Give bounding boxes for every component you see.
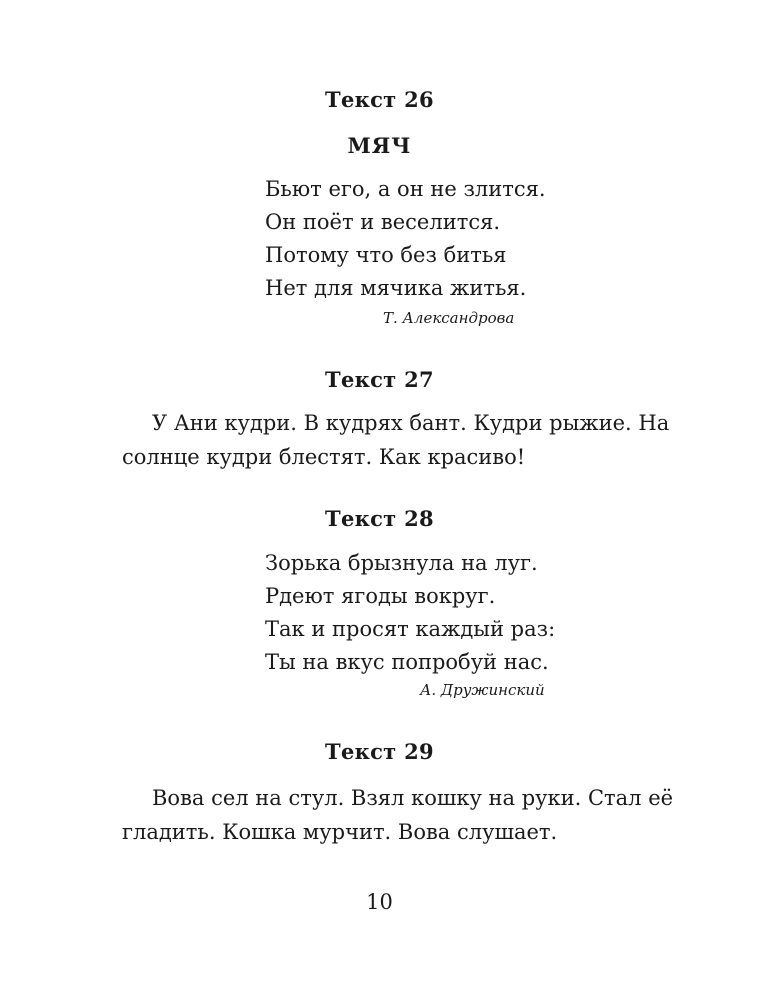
section-heading-27: Текст 27 bbox=[325, 367, 434, 392]
page-number: 10 bbox=[366, 890, 393, 914]
poem-line: Так и просят каждый раз: bbox=[265, 617, 556, 641]
prose-paragraph-27: У Ани кудри. В кудрях бант. Кудри рыжие. На солнце кудри блестят. Как красиво! bbox=[122, 411, 670, 469]
poem-author: Т. Александрова bbox=[383, 309, 515, 327]
section-heading-28: Текст 28 bbox=[325, 506, 434, 531]
prose-paragraph-29: Вова сел на стул. Взял кошку на руки. Стал её гладить. Кошка мурчит. Вова слушает. bbox=[122, 786, 674, 844]
poem-line: Потому что без битья bbox=[265, 243, 507, 267]
poem-line: Ты на вкус попробуй нас. bbox=[265, 650, 549, 674]
section-heading-26: Текст 26 bbox=[325, 87, 434, 112]
poem-line: Он поёт и веселится. bbox=[265, 210, 500, 234]
poem-28 bbox=[265, 547, 555, 679]
poem-line: Зорька брызнула на луг. bbox=[265, 551, 538, 575]
poem-26 bbox=[265, 173, 546, 305]
poem-author: А. Дружинский bbox=[420, 681, 545, 699]
poem-line: Нет для мячика житья. bbox=[265, 276, 527, 300]
poem-line: Бьют его, а он не злится. bbox=[265, 177, 546, 201]
section-heading-29: Текст 29 bbox=[325, 739, 434, 764]
poem-line: Рдеют ягоды вокруг. bbox=[265, 584, 496, 608]
poem-title: МЯЧ bbox=[347, 133, 412, 158]
